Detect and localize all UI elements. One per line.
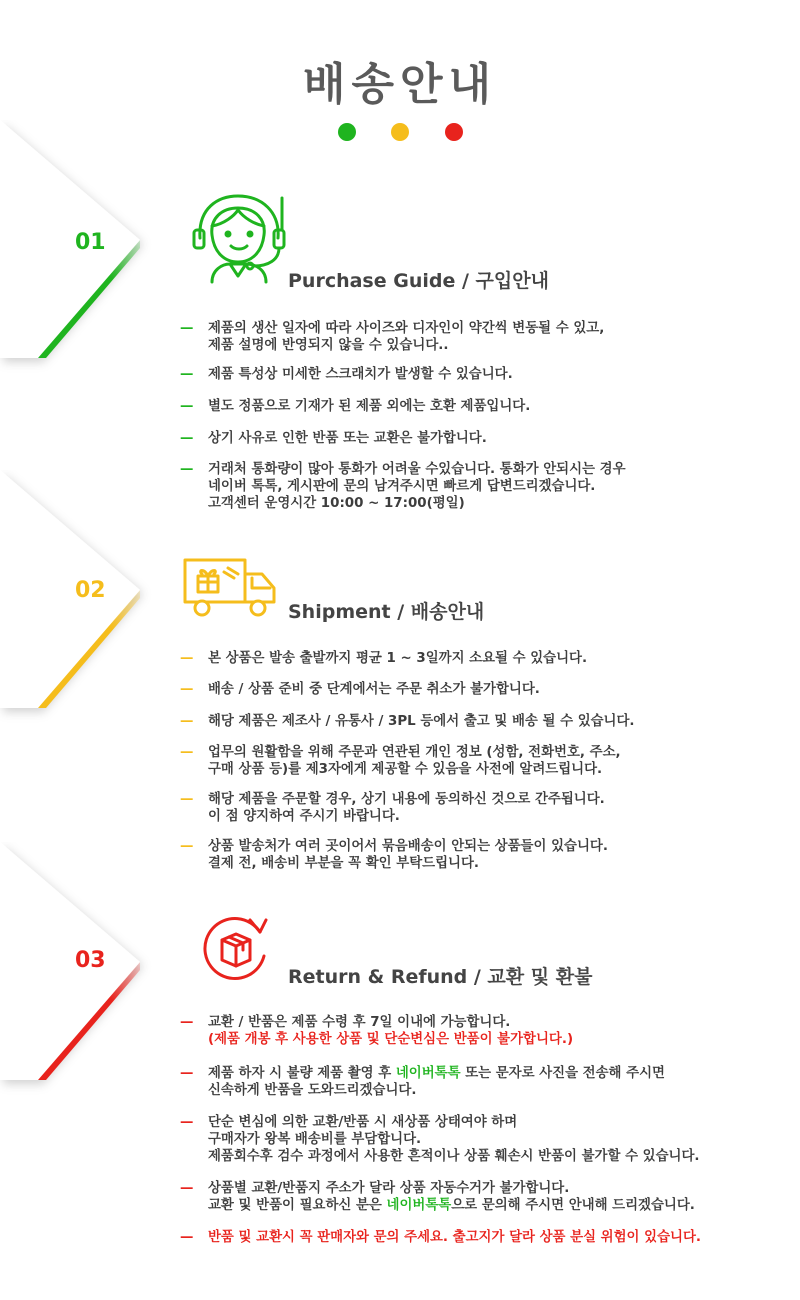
- item-text: 제품회수후 검수 과정에서 사용한 흔적이나 상품 훼손시 반품이 불가할 수 있습니다.: [208, 1149, 700, 1164]
- item-text: 거래처 통화량이 많아 통화가 어려울 수있습니다. 통화가 안되시는 경우: [208, 462, 626, 477]
- item-text: 상품별 교환/반품지 주소가 달라 상품 자동수거가 불가합니다.: [208, 1181, 570, 1196]
- list-item: [180, 744, 770, 778]
- item-text: [208, 1197, 770, 1214]
- green-dash-icon: —: [180, 462, 194, 477]
- section-title: Purchase Guide / 구입안내: [288, 270, 549, 292]
- item-text: 교환 / 반품은 제품 수령 후 7일 이내에 가능합니다.: [208, 1015, 511, 1030]
- green-dash-icon: —: [180, 321, 194, 336]
- item-text: 고객센터 운영시간 10:00 ~ 17:00(평일): [208, 496, 465, 511]
- item-text: 상품 발송처가 여러 곳이어서 묶음배송이 안되는 상품들이 있습니다.: [208, 839, 608, 854]
- red-dash-icon: —: [180, 1066, 194, 1081]
- item-text: 업무의 원활함을 위해 주문과 연관된 개인 정보 (성함, 전화번호, 주소,: [208, 745, 621, 760]
- item-text: 네이버 톡톡, 게시판에 문의 남겨주시면 빠르게 답변드리겠습니다.: [208, 479, 596, 494]
- red-dash-icon: —: [180, 1230, 194, 1245]
- yellow-dash-icon: —: [180, 682, 194, 697]
- item-text-part: 교환 및 반품이 필요하신 분은: [208, 1198, 387, 1213]
- naver-talktalk-link[interactable]: 네이버톡톡: [395, 1066, 461, 1081]
- item-text: 결제 전, 배송비 부분을 꼭 확인 부탁드립니다.: [208, 856, 479, 871]
- list-item: [180, 398, 770, 415]
- shipment-section: [0, 470, 800, 900]
- yellow-dash-icon: —: [180, 714, 194, 729]
- item-text: 단순 변심에 의한 교환/반품 시 새상품 상태여야 하며: [208, 1115, 518, 1130]
- list-item: [180, 1114, 770, 1165]
- list-item: [180, 1180, 770, 1214]
- naver-talktalk-link[interactable]: 네이버톡톡: [386, 1198, 452, 1213]
- yellow-dash-icon: —: [180, 839, 194, 854]
- green-dash-icon: —: [180, 399, 194, 414]
- item-text: 상기 사유로 인한 반품 또는 교환은 불가합니다.: [208, 431, 487, 446]
- return-refund-list: [180, 1014, 770, 1246]
- delivery-truck-icon: [182, 556, 278, 620]
- item-text: 이 점 양지하여 주시기 바랍니다.: [208, 809, 400, 824]
- list-item: [180, 1014, 770, 1048]
- red-dash-icon: —: [180, 1015, 194, 1030]
- list-item: [180, 650, 770, 667]
- item-text: 배송 / 상품 준비 중 단계에서는 주문 취소가 불가합니다.: [208, 682, 540, 697]
- item-text: 신속하게 반품을 도와드리겠습니다.: [208, 1083, 417, 1098]
- list-item: [180, 366, 770, 383]
- yellow-dash-icon: —: [180, 745, 194, 760]
- warning-text: (제품 개봉 후 사용한 상품 및 단순변심은 반품이 불가합니다.): [208, 1032, 574, 1047]
- item-text: 제품 설명에 반영되지 않을 수 있습니다..: [208, 338, 449, 353]
- list-item: [180, 1065, 770, 1099]
- list-item: [180, 1229, 770, 1246]
- purchase-guide-section: [0, 120, 800, 520]
- item-text: 제품의 생산 일자에 따라 사이즈와 디자인이 약간씩 변동될 수 있고,: [208, 321, 605, 336]
- section-number: 03: [75, 948, 106, 973]
- item-text-part: 으로 문의해 주시면 안내해 드리겠습니다.: [451, 1198, 695, 1213]
- item-text-part: 제품 하자 시 불량 제품 촬영 후: [208, 1066, 396, 1081]
- section-title: Shipment / 배송안내: [288, 601, 485, 623]
- green-dash-icon: —: [180, 431, 194, 446]
- page-title: 배송안내: [302, 59, 497, 110]
- item-text: 본 상품은 발송 출발까지 평균 1 ~ 3일까지 소요될 수 있습니다.: [208, 651, 588, 666]
- item-text: 해당 제품을 주문할 경우, 상기 내용에 동의하신 것으로 간주됩니다.: [208, 792, 605, 807]
- list-item: [180, 713, 770, 730]
- list-item: [180, 320, 770, 354]
- list-item: [180, 430, 770, 447]
- item-text-part: 또는 문자로 사진을 전송해 주시면: [460, 1066, 665, 1081]
- green-dash-icon: —: [180, 367, 194, 382]
- return-box-icon: [200, 912, 272, 984]
- yellow-dash-icon: —: [180, 792, 194, 807]
- item-text: 제품 특성상 미세한 스크래치가 발생할 수 있습니다.: [208, 367, 513, 382]
- shipment-list: [180, 650, 770, 872]
- item-text: 별도 정품으로 기재가 된 제품 외에는 호환 제품입니다.: [208, 399, 531, 414]
- return-refund-section: [0, 842, 800, 1262]
- yellow-dash-icon: —: [180, 651, 194, 666]
- red-dash-icon: —: [180, 1115, 194, 1130]
- customer-service-agent-icon: [190, 190, 290, 285]
- section-number: 02: [75, 578, 106, 603]
- item-text: 해당 제품은 제조사 / 유통사 / 3PL 등에서 출고 및 배송 될 수 있습니다.: [208, 714, 635, 729]
- warning-text: 반품 및 교환시 꼭 판매자와 문의 주세요. 출고지가 달라 상품 분실 위험이 있습니다.: [208, 1230, 701, 1245]
- list-item: [180, 681, 770, 698]
- red-dash-icon: —: [180, 1181, 194, 1196]
- list-item: [180, 791, 770, 825]
- item-text: 구매 상품 등)를 제3자에게 제공할 수 있음을 사전에 알려드립니다.: [208, 762, 603, 777]
- item-text: 구매자가 왕복 배송비를 부담합니다.: [208, 1132, 422, 1147]
- item-text: [208, 1065, 770, 1082]
- section-title: Return & Refund / 교환 및 환불: [288, 966, 593, 988]
- section-number: 01: [75, 230, 106, 255]
